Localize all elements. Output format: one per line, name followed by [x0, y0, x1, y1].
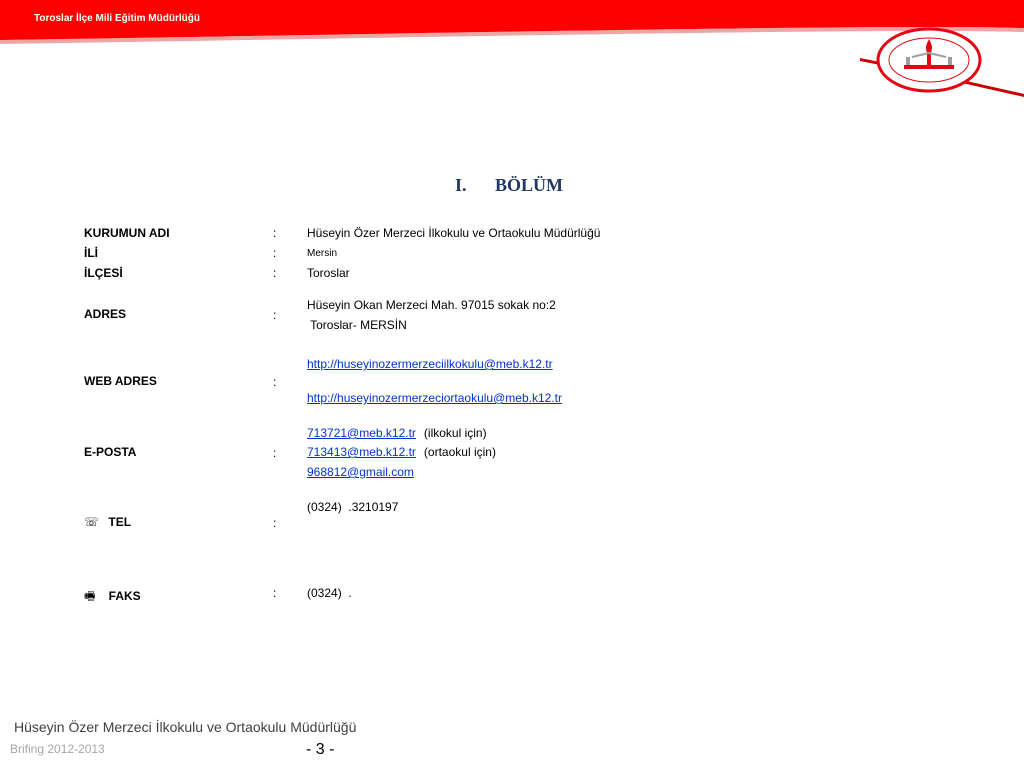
web-link-ilkokul[interactable]: http://huseyinozermerzeciilkokulu@meb.k12.tr: [307, 357, 553, 371]
section-title: BÖLÜM: [495, 175, 564, 195]
colon: :: [273, 375, 277, 389]
colon: :: [273, 266, 277, 280]
email-item: [307, 426, 487, 440]
value-adres-line1: Hüseyin Okan Merzeci Mah. 97015 sokak no:2: [307, 298, 556, 312]
section-heading: [455, 175, 563, 196]
section-number: I.: [455, 175, 467, 195]
value-kurum-adi: Hüseyin Özer Merzeci İlkokulu ve Ortaokulu Müdürlüğü: [307, 226, 601, 240]
email-link[interactable]: 713721@meb.k12.tr: [307, 426, 416, 440]
meb-emblem-icon: [876, 27, 982, 93]
faks-row-label: [84, 587, 141, 608]
email-link[interactable]: 713413@meb.k12.tr: [307, 445, 416, 459]
colon: :: [273, 446, 277, 460]
value-il: Mersin: [307, 248, 338, 259]
web-link-ortaokul[interactable]: http://huseyinozermerzeciortaokulu@meb.k12.tr: [307, 391, 562, 405]
colon: :: [273, 516, 277, 530]
value-tel: (0324) .3210197: [307, 500, 399, 514]
email-item: [307, 465, 414, 479]
email-link[interactable]: 968812@gmail.com: [307, 465, 414, 479]
value-faks: (0324) .: [307, 586, 352, 600]
label-tel: TEL: [108, 515, 132, 529]
tel-row-label: [84, 515, 131, 529]
email-item: [307, 445, 496, 459]
label-adres: ADRES: [84, 307, 127, 321]
email-note: (ilkokul için): [423, 426, 487, 440]
colon: :: [273, 226, 277, 240]
label-ilce: İLÇESİ: [84, 266, 123, 280]
colon: :: [273, 586, 277, 600]
fax-icon: 🖷: [84, 589, 96, 603]
label-eposta: E-POSTA: [84, 445, 137, 459]
footer-institution: Hüseyin Özer Merzeci İlkokulu ve Ortaokulu Müdürlüğü: [14, 719, 357, 735]
colon: :: [273, 308, 277, 322]
value-adres-line2: Toroslar- MERSİN: [307, 318, 407, 332]
footer-briefing: Brifing 2012-2013: [10, 742, 105, 756]
label-kurum-adi: KURUMUN ADI: [84, 226, 170, 240]
label-web-adres: WEB ADRES: [84, 374, 157, 388]
value-ilce: Toroslar: [307, 266, 350, 280]
label-il: İLİ: [84, 246, 98, 260]
page-number: - 3 -: [306, 741, 335, 758]
email-note: (ortaokul için): [423, 445, 496, 459]
colon: :: [273, 246, 277, 260]
label-faks: FAKS: [108, 589, 141, 603]
header-title: Toroslar İlçe Mili Eğitim Müdürlüğü: [34, 13, 200, 24]
telephone-icon: ☏: [84, 515, 100, 529]
